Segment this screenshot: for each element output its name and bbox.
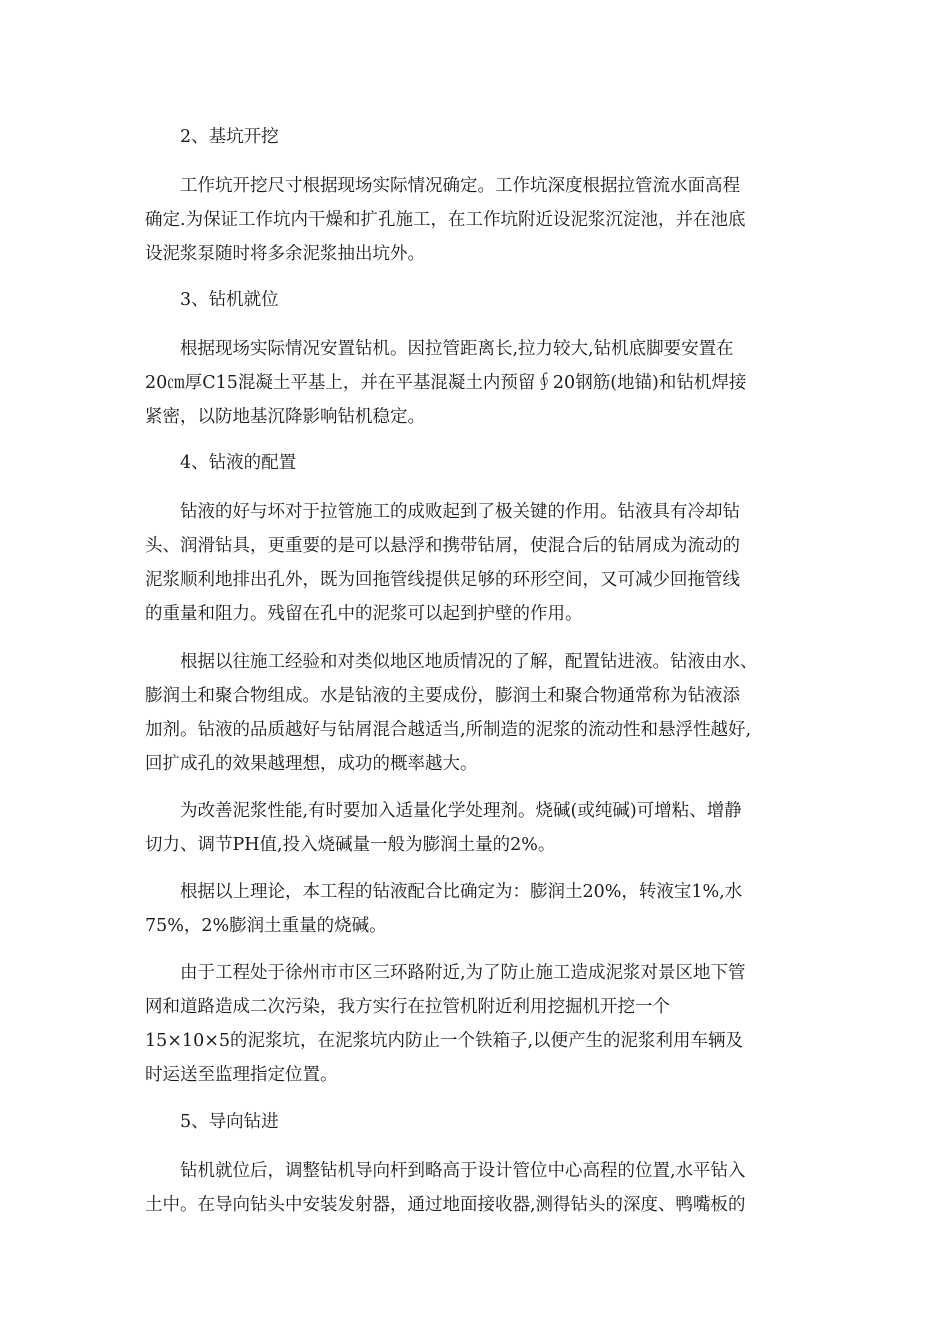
paragraph-line: 75%，2%膨润土重量的烧碱。 bbox=[145, 916, 387, 936]
paragraph-line: 头、润滑钻具，更重要的是可以悬浮和携带钻屑，使混合后的钻屑成为流动的 bbox=[145, 536, 740, 556]
paragraph-line: 根据现场实际情况安置钻机。因拉管距离长,拉力较大,钻机底脚要安置在 bbox=[180, 339, 734, 359]
paragraph-line: 时运送至监理指定位置。 bbox=[145, 1065, 338, 1085]
paragraph-line: 15×10×5的泥浆坑，在泥浆坑内防止一个铁箱子,以便产生的泥浆利用车辆及 bbox=[145, 1031, 744, 1051]
paragraph-line: 确定.为保证工作坑内干燥和扩孔施工，在工作坑附近设泥浆沉淀池，并在池底 bbox=[145, 210, 746, 230]
section-heading-2: 2、基坑开挖 bbox=[180, 127, 279, 147]
paragraph-line: 土中。在导向钻头中安装发射器，通过地面接收器,测得钻头的深度、鸭嘴板的 bbox=[145, 1195, 746, 1215]
paragraph-line: 钻机就位后，调整钻机导向杆到略高于设计管位中心高程的位置,水平钻入 bbox=[180, 1161, 746, 1181]
paragraph-line: 膨润土和聚合物组成。水是钻液的主要成份，膨润土和聚合物通常称为钻液添 bbox=[145, 686, 740, 706]
paragraph-line: 20㎝厚C15混凝土平基上，并在平基混凝土内预留∮20钢筋(地锚)和钻机焊接 bbox=[145, 373, 747, 393]
section-heading-5: 5、导向钻进 bbox=[180, 1112, 279, 1132]
paragraph-line: 为改善泥浆性能,有时要加入适量化学处理剂。烧碱(或纯碱)可增粘、增静 bbox=[180, 801, 742, 821]
paragraph-line: 由于工程处于徐州市市区三环路附近,为了防止施工造成泥浆对景区地下管 bbox=[180, 963, 746, 983]
paragraph-line: 根据以上理论，本工程的钻液配合比确定为：膨润土20%，转液宝1%,水 bbox=[180, 882, 743, 902]
paragraph-line: 泥浆顺利地排出孔外，既为回拖管线提供足够的环形空间，又可减少回拖管线 bbox=[145, 570, 740, 590]
section-heading-4: 4、钻液的配置 bbox=[180, 453, 297, 473]
paragraph-line: 的重量和阻力。残留在孔中的泥浆可以起到护壁的作用。 bbox=[145, 604, 583, 624]
paragraph-line: 工作坑开挖尺寸根据现场实际情况确定。工作坑深度根据拉管流水面高程 bbox=[180, 176, 740, 196]
paragraph-line: 网和道路造成二次污染，我方实行在拉管机附近利用挖掘机开挖一个 bbox=[145, 997, 670, 1017]
paragraph-line: 根据以往施工经验和对类似地区地质情况的了解，配置钻进液。钻液由水、 bbox=[180, 652, 758, 672]
section-heading-3: 3、钻机就位 bbox=[180, 290, 279, 310]
paragraph-line: 切力、调节PH值,投入烧碱量一般为膨润土量的2%。 bbox=[145, 835, 556, 855]
paragraph-line: 设泥浆泵随时将多余泥浆抽出坑外。 bbox=[145, 244, 425, 264]
paragraph-line: 回扩成孔的效果越理想，成功的概率越大。 bbox=[145, 754, 478, 774]
paragraph-line: 紧密，以防地基沉降影响钻机稳定。 bbox=[145, 407, 425, 427]
paragraph-line: 钻液的好与坏对于拉管施工的成败起到了极关键的作用。钻液具有冷却钻 bbox=[180, 502, 740, 522]
paragraph-line: 加剂。钻液的品质越好与钻屑混合越适当,所制造的泥浆的流动性和悬浮性越好, bbox=[145, 720, 752, 740]
